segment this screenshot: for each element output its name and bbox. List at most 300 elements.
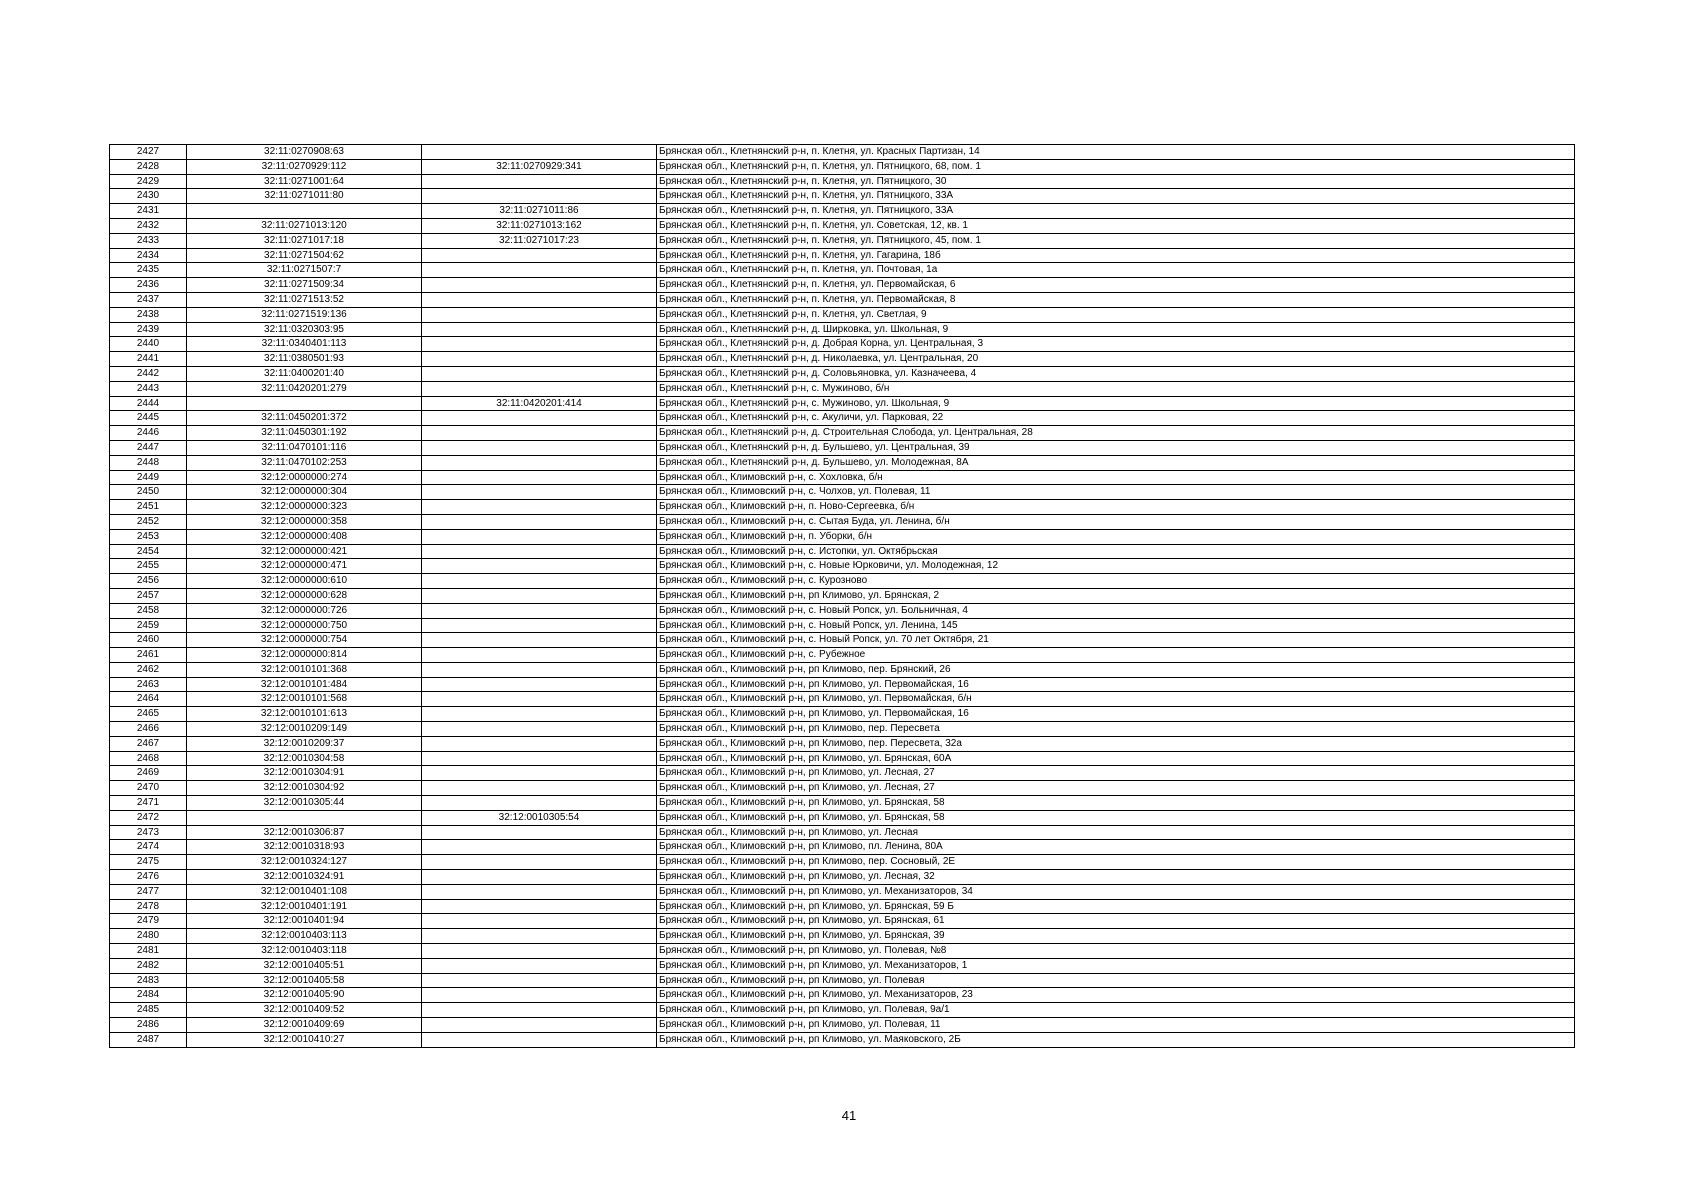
cadastral-number-cell: 32:11:0271001:64 xyxy=(187,174,422,189)
table-row xyxy=(110,159,1575,174)
row-number-cell: 2436 xyxy=(110,278,187,293)
address-cell: Брянская обл., Климовский р-н, с. Сытая Буда, ул. Ленина, б/н xyxy=(657,514,1575,529)
cadastral-number-cell: 32:12:0010304:58 xyxy=(187,751,422,766)
row-number-cell: 2431 xyxy=(110,204,187,219)
cadastral-number-cell: 32:12:0010401:108 xyxy=(187,884,422,899)
row-number-cell: 2455 xyxy=(110,559,187,574)
table-row xyxy=(110,278,1575,293)
table-row xyxy=(110,588,1575,603)
cadastral-number-cell: 32:12:0010209:37 xyxy=(187,736,422,751)
related-cadastral-number-cell xyxy=(422,914,657,929)
table-row xyxy=(110,692,1575,707)
address-cell: Брянская обл., Климовский р-н, рп Климово, ул. Первомайская, 16 xyxy=(657,707,1575,722)
related-cadastral-number-cell xyxy=(422,736,657,751)
row-number-cell: 2481 xyxy=(110,944,187,959)
row-number-cell: 2473 xyxy=(110,825,187,840)
table-row xyxy=(110,766,1575,781)
related-cadastral-number-cell xyxy=(422,692,657,707)
table-row xyxy=(110,662,1575,677)
row-number-cell: 2468 xyxy=(110,751,187,766)
row-number-cell: 2461 xyxy=(110,648,187,663)
related-cadastral-number-cell xyxy=(422,263,657,278)
table-row xyxy=(110,307,1575,322)
row-number-cell: 2432 xyxy=(110,218,187,233)
cadastral-number-cell: 32:11:0271504:62 xyxy=(187,248,422,263)
cadastral-number-cell: 32:11:0270929:112 xyxy=(187,159,422,174)
table-row xyxy=(110,648,1575,663)
related-cadastral-number-cell xyxy=(422,633,657,648)
row-number-cell: 2433 xyxy=(110,233,187,248)
address-cell: Брянская обл., Климовский р-н, рп Климово, ул. Брянская, 2 xyxy=(657,588,1575,603)
address-cell: Брянская обл., Клетнянский р-н, п. Клетня, ул. Пятницкого, 45, пом. 1 xyxy=(657,233,1575,248)
address-cell: Брянская обл., Климовский р-н, рп Климово, ул. Лесная xyxy=(657,825,1575,840)
row-number-cell: 2469 xyxy=(110,766,187,781)
table-row xyxy=(110,810,1575,825)
related-cadastral-number-cell xyxy=(422,500,657,515)
table-row xyxy=(110,781,1575,796)
cadastral-number-cell: 32:11:0340401:113 xyxy=(187,337,422,352)
related-cadastral-number-cell xyxy=(422,1032,657,1047)
related-cadastral-number-cell xyxy=(422,381,657,396)
row-number-cell: 2452 xyxy=(110,514,187,529)
related-cadastral-number-cell xyxy=(422,426,657,441)
row-number-cell: 2486 xyxy=(110,1018,187,1033)
related-cadastral-number-cell xyxy=(422,796,657,811)
cadastral-number-cell: 32:12:0000000:471 xyxy=(187,559,422,574)
cadastral-number-cell: 32:11:0271519:136 xyxy=(187,307,422,322)
address-cell: Брянская обл., Климовский р-н, рп Климово, пер. Сосновый, 2Е xyxy=(657,855,1575,870)
related-cadastral-number-cell xyxy=(422,322,657,337)
address-cell: Брянская обл., Клетнянский р-н, д. Строительная Слобода, ул. Центральная, 28 xyxy=(657,426,1575,441)
address-cell: Брянская обл., Климовский р-н, с. Новый Ропск, ул. Больничная, 4 xyxy=(657,603,1575,618)
related-cadastral-number-cell xyxy=(422,825,657,840)
cadastral-number-cell: 32:12:0000000:610 xyxy=(187,574,422,589)
address-cell: Брянская обл., Климовский р-н, с. Новые Юрковичи, ул. Молодежная, 12 xyxy=(657,559,1575,574)
address-cell: Брянская обл., Климовский р-н, рп Климово, ул. Брянская, 58 xyxy=(657,796,1575,811)
address-cell: Брянская обл., Клетнянский р-н, п. Клетня, ул. Пятницкого, 33А xyxy=(657,189,1575,204)
table-row xyxy=(110,426,1575,441)
address-cell: Брянская обл., Климовский р-н, рп Климово, ул. Механизаторов, 34 xyxy=(657,884,1575,899)
row-number-cell: 2462 xyxy=(110,662,187,677)
address-cell: Брянская обл., Климовский р-н, рп Климово, пер. Пересвета xyxy=(657,722,1575,737)
cadastral-number-cell xyxy=(187,810,422,825)
cadastral-number-cell: 32:12:0010324:127 xyxy=(187,855,422,870)
table-row xyxy=(110,233,1575,248)
address-cell: Брянская обл., Климовский р-н, рп Климово, ул. Лесная, 32 xyxy=(657,870,1575,885)
address-cell: Брянская обл., Климовский р-н, с. Хохловка, б/н xyxy=(657,470,1575,485)
table-row xyxy=(110,1018,1575,1033)
row-number-cell: 2442 xyxy=(110,366,187,381)
address-cell: Брянская обл., Климовский р-н, рп Климово, ул. Полевая, 9а/1 xyxy=(657,1003,1575,1018)
cadastral-number-cell: 32:12:0000000:754 xyxy=(187,633,422,648)
cadastral-number-cell: 32:11:0271507:7 xyxy=(187,263,422,278)
row-number-cell: 2456 xyxy=(110,574,187,589)
row-number-cell: 2480 xyxy=(110,929,187,944)
related-cadastral-number-cell: 32:11:0271017:23 xyxy=(422,233,657,248)
related-cadastral-number-cell xyxy=(422,840,657,855)
table-row xyxy=(110,470,1575,485)
cadastral-number-cell xyxy=(187,204,422,219)
address-cell: Брянская обл., Климовский р-н, рп Климово, ул. Первомайская, 16 xyxy=(657,677,1575,692)
row-number-cell: 2471 xyxy=(110,796,187,811)
row-number-cell: 2449 xyxy=(110,470,187,485)
related-cadastral-number-cell xyxy=(422,411,657,426)
row-number-cell: 2454 xyxy=(110,544,187,559)
cadastral-number-cell: 32:12:0010304:92 xyxy=(187,781,422,796)
address-cell: Брянская обл., Клетнянский р-н, п. Клетня, ул. Советская, 12, кв. 1 xyxy=(657,218,1575,233)
table-row xyxy=(110,870,1575,885)
table-row xyxy=(110,944,1575,959)
row-number-cell: 2479 xyxy=(110,914,187,929)
address-cell: Брянская обл., Климовский р-н, рп Климово, пер. Пересвета, 32а xyxy=(657,736,1575,751)
table-row xyxy=(110,204,1575,219)
table-row xyxy=(110,973,1575,988)
address-cell: Брянская обл., Климовский р-н, рп Климово, ул. Брянская, 60А xyxy=(657,751,1575,766)
related-cadastral-number-cell xyxy=(422,870,657,885)
related-cadastral-number-cell xyxy=(422,366,657,381)
cadastral-number-cell: 32:12:0010304:91 xyxy=(187,766,422,781)
cadastral-number-cell: 32:11:0470102:253 xyxy=(187,455,422,470)
cadastral-number-cell: 32:12:0010405:58 xyxy=(187,973,422,988)
related-cadastral-number-cell xyxy=(422,574,657,589)
table-row xyxy=(110,899,1575,914)
row-number-cell: 2476 xyxy=(110,870,187,885)
related-cadastral-number-cell xyxy=(422,145,657,160)
related-cadastral-number-cell xyxy=(422,174,657,189)
row-number-cell: 2464 xyxy=(110,692,187,707)
cadastral-number-cell: 32:11:0271013:120 xyxy=(187,218,422,233)
table-row xyxy=(110,544,1575,559)
related-cadastral-number-cell xyxy=(422,189,657,204)
address-cell: Брянская обл., Клетнянский р-н, д. Николаевка, ул. Центральная, 20 xyxy=(657,352,1575,367)
table-row xyxy=(110,707,1575,722)
address-cell: Брянская обл., Клетнянский р-н, п. Клетня, ул. Пятницкого, 33А xyxy=(657,204,1575,219)
related-cadastral-number-cell: 32:11:0271013:162 xyxy=(422,218,657,233)
cadastral-number-cell: 32:11:0450301:192 xyxy=(187,426,422,441)
related-cadastral-number-cell xyxy=(422,292,657,307)
row-number-cell: 2443 xyxy=(110,381,187,396)
row-number-cell: 2427 xyxy=(110,145,187,160)
address-cell: Брянская обл., Климовский р-н, рп Климово, ул. Маяковского, 2Б xyxy=(657,1032,1575,1047)
table-row xyxy=(110,840,1575,855)
row-number-cell: 2485 xyxy=(110,1003,187,1018)
address-cell: Брянская обл., Климовский р-н, рп Климово, ул. Первомайская, б/н xyxy=(657,692,1575,707)
table-row xyxy=(110,381,1575,396)
address-cell: Брянская обл., Климовский р-н, рп Климово, пер. Брянский, 26 xyxy=(657,662,1575,677)
row-number-cell: 2444 xyxy=(110,396,187,411)
table-row xyxy=(110,559,1575,574)
table-row xyxy=(110,855,1575,870)
cadastral-number-cell: 32:12:0000000:323 xyxy=(187,500,422,515)
related-cadastral-number-cell xyxy=(422,337,657,352)
address-cell: Брянская обл., Климовский р-н, рп Климово, пл. Ленина, 80А xyxy=(657,840,1575,855)
address-cell: Брянская обл., Клетнянский р-н, п. Клетня, ул. Первомайская, 8 xyxy=(657,292,1575,307)
cadastral-number-cell: 32:12:0010101:568 xyxy=(187,692,422,707)
cadastral-number-cell: 32:11:0271011:80 xyxy=(187,189,422,204)
address-cell: Брянская обл., Климовский р-н, рп Климово, ул. Брянская, 39 xyxy=(657,929,1575,944)
table-row xyxy=(110,825,1575,840)
table-row xyxy=(110,929,1575,944)
table-row xyxy=(110,1003,1575,1018)
related-cadastral-number-cell xyxy=(422,677,657,692)
address-cell: Брянская обл., Климовский р-н, рп Климово, ул. Брянская, 58 xyxy=(657,810,1575,825)
table-row xyxy=(110,189,1575,204)
cadastral-number-cell: 32:11:0400201:40 xyxy=(187,366,422,381)
related-cadastral-number-cell: 32:11:0271011:86 xyxy=(422,204,657,219)
cadastral-number-cell: 32:12:0000000:358 xyxy=(187,514,422,529)
cadastral-number-cell: 32:12:0000000:408 xyxy=(187,529,422,544)
address-cell: Брянская обл., Климовский р-н, с. Новый Ропск, ул. Ленина, 145 xyxy=(657,618,1575,633)
cadastral-number-cell: 32:12:0010324:91 xyxy=(187,870,422,885)
row-number-cell: 2440 xyxy=(110,337,187,352)
row-number-cell: 2470 xyxy=(110,781,187,796)
table-row xyxy=(110,514,1575,529)
table-row xyxy=(110,988,1575,1003)
table-row xyxy=(110,736,1575,751)
row-number-cell: 2459 xyxy=(110,618,187,633)
cadastral-number-cell: 32:12:0010403:113 xyxy=(187,929,422,944)
address-cell: Брянская обл., Климовский р-н, с. Истопки, ул. Октябрьская xyxy=(657,544,1575,559)
related-cadastral-number-cell xyxy=(422,544,657,559)
address-cell: Брянская обл., Клетнянский р-н, с. Мужиново, б/н xyxy=(657,381,1575,396)
related-cadastral-number-cell xyxy=(422,307,657,322)
row-number-cell: 2465 xyxy=(110,707,187,722)
cadastral-number-cell: 32:12:0000000:814 xyxy=(187,648,422,663)
row-number-cell: 2484 xyxy=(110,988,187,1003)
address-cell: Брянская обл., Климовский р-н, с. Рубежное xyxy=(657,648,1575,663)
table-row xyxy=(110,722,1575,737)
row-number-cell: 2446 xyxy=(110,426,187,441)
table-body xyxy=(110,145,1575,1048)
cadastral-number-cell: 32:11:0380501:93 xyxy=(187,352,422,367)
cadastral-number-cell: 32:12:0000000:274 xyxy=(187,470,422,485)
related-cadastral-number-cell xyxy=(422,603,657,618)
cadastral-number-cell: 32:12:0000000:628 xyxy=(187,588,422,603)
address-cell: Брянская обл., Климовский р-н, п. Ново-Сергеевка, б/н xyxy=(657,500,1575,515)
row-number-cell: 2437 xyxy=(110,292,187,307)
cadastral-number-cell: 32:11:0420201:279 xyxy=(187,381,422,396)
address-cell: Брянская обл., Клетнянский р-н, д. Добрая Корна, ул. Центральная, 3 xyxy=(657,337,1575,352)
row-number-cell: 2453 xyxy=(110,529,187,544)
row-number-cell: 2477 xyxy=(110,884,187,899)
row-number-cell: 2463 xyxy=(110,677,187,692)
row-number-cell: 2475 xyxy=(110,855,187,870)
table-row xyxy=(110,633,1575,648)
cadastral-number-cell: 32:12:0010101:368 xyxy=(187,662,422,677)
row-number-cell: 2466 xyxy=(110,722,187,737)
related-cadastral-number-cell xyxy=(422,352,657,367)
row-number-cell: 2474 xyxy=(110,840,187,855)
related-cadastral-number-cell xyxy=(422,470,657,485)
address-cell: Брянская обл., Клетнянский р-н, д. Бульшево, ул. Центральная, 39 xyxy=(657,440,1575,455)
address-cell: Брянская обл., Климовский р-н, рп Климово, ул. Полевая xyxy=(657,973,1575,988)
address-cell: Брянская обл., Клетнянский р-н, п. Клетня, ул. Пятницкого, 30 xyxy=(657,174,1575,189)
cadastral-number-cell: 32:11:0470101:116 xyxy=(187,440,422,455)
address-cell: Брянская обл., Климовский р-н, рп Климово, ул. Брянская, 59 Б xyxy=(657,899,1575,914)
related-cadastral-number-cell xyxy=(422,485,657,500)
cadastral-number-cell: 32:12:0010403:118 xyxy=(187,944,422,959)
related-cadastral-number-cell xyxy=(422,588,657,603)
table-row xyxy=(110,796,1575,811)
related-cadastral-number-cell xyxy=(422,618,657,633)
row-number-cell: 2429 xyxy=(110,174,187,189)
cadastral-number-cell: 32:12:0000000:304 xyxy=(187,485,422,500)
related-cadastral-number-cell xyxy=(422,751,657,766)
page-number: 41 xyxy=(841,1108,857,1123)
address-cell: Брянская обл., Климовский р-н, рп Климово, ул. Полевая, 11 xyxy=(657,1018,1575,1033)
related-cadastral-number-cell xyxy=(422,899,657,914)
related-cadastral-number-cell xyxy=(422,455,657,470)
cadastral-number-cell: 32:12:0010409:52 xyxy=(187,1003,422,1018)
cadastral-number-cell: 32:12:0000000:750 xyxy=(187,618,422,633)
row-number-cell: 2435 xyxy=(110,263,187,278)
address-cell: Брянская обл., Клетнянский р-н, д. Ширковка, ул. Школьная, 9 xyxy=(657,322,1575,337)
cadastral-number-cell: 32:12:0010405:90 xyxy=(187,988,422,1003)
row-number-cell: 2428 xyxy=(110,159,187,174)
row-number-cell: 2472 xyxy=(110,810,187,825)
table-row xyxy=(110,263,1575,278)
row-number-cell: 2448 xyxy=(110,455,187,470)
related-cadastral-number-cell xyxy=(422,766,657,781)
table-row xyxy=(110,529,1575,544)
related-cadastral-number-cell xyxy=(422,781,657,796)
address-cell: Брянская обл., Климовский р-н, рп Климово, ул. Лесная, 27 xyxy=(657,766,1575,781)
table-row xyxy=(110,485,1575,500)
address-cell: Брянская обл., Клетнянский р-н, п. Клетня, ул. Светлая, 9 xyxy=(657,307,1575,322)
cadastral-number-cell xyxy=(187,396,422,411)
address-cell: Брянская обл., Клетнянский р-н, п. Клетня, ул. Почтовая, 1а xyxy=(657,263,1575,278)
address-cell: Брянская обл., Клетнянский р-н, с. Акуличи, ул. Парковая, 22 xyxy=(657,411,1575,426)
table-row xyxy=(110,337,1575,352)
related-cadastral-number-cell xyxy=(422,988,657,1003)
address-cell: Брянская обл., Клетнянский р-н, п. Клетня, ул. Пятницкого, 68, пом. 1 xyxy=(657,159,1575,174)
table-row xyxy=(110,174,1575,189)
row-number-cell: 2457 xyxy=(110,588,187,603)
cadastral-number-cell: 32:12:0010405:51 xyxy=(187,958,422,973)
related-cadastral-number-cell xyxy=(422,278,657,293)
row-number-cell: 2447 xyxy=(110,440,187,455)
related-cadastral-number-cell xyxy=(422,722,657,737)
address-cell: Брянская обл., Клетнянский р-н, п. Клетня, ул. Первомайская, 6 xyxy=(657,278,1575,293)
cadastral-number-cell: 32:12:0010209:149 xyxy=(187,722,422,737)
related-cadastral-number-cell xyxy=(422,884,657,899)
cadastral-number-cell: 32:12:0010101:484 xyxy=(187,677,422,692)
row-number-cell: 2439 xyxy=(110,322,187,337)
cadastral-number-cell: 32:11:0271017:18 xyxy=(187,233,422,248)
table-row xyxy=(110,914,1575,929)
cadastral-number-cell: 32:12:0010318:93 xyxy=(187,840,422,855)
row-number-cell: 2458 xyxy=(110,603,187,618)
cadastral-number-cell: 32:12:0010401:94 xyxy=(187,914,422,929)
row-number-cell: 2430 xyxy=(110,189,187,204)
table-row xyxy=(110,411,1575,426)
table-row xyxy=(110,884,1575,899)
cadastral-number-cell: 32:11:0271513:52 xyxy=(187,292,422,307)
table-row xyxy=(110,1032,1575,1047)
table-row xyxy=(110,677,1575,692)
related-cadastral-number-cell xyxy=(422,855,657,870)
table-row xyxy=(110,751,1575,766)
table-row xyxy=(110,396,1575,411)
address-cell: Брянская обл., Климовский р-н, п. Уборки, б/н xyxy=(657,529,1575,544)
table-row xyxy=(110,218,1575,233)
row-number-cell: 2450 xyxy=(110,485,187,500)
related-cadastral-number-cell xyxy=(422,559,657,574)
related-cadastral-number-cell xyxy=(422,648,657,663)
cadastral-number-cell: 32:12:0010305:44 xyxy=(187,796,422,811)
address-cell: Брянская обл., Клетнянский р-н, п. Клетня, ул. Красных Партизан, 14 xyxy=(657,145,1575,160)
address-cell: Брянская обл., Климовский р-н, с. Чолхов, ул. Полевая, 11 xyxy=(657,485,1575,500)
cadastral-number-cell: 32:11:0450201:372 xyxy=(187,411,422,426)
table-row xyxy=(110,455,1575,470)
address-cell: Брянская обл., Климовский р-н, рп Климово, ул. Брянская, 61 xyxy=(657,914,1575,929)
related-cadastral-number-cell xyxy=(422,973,657,988)
address-cell: Брянская обл., Клетнянский р-н, д. Бульшево, ул. Молодежная, 8А xyxy=(657,455,1575,470)
table-row xyxy=(110,366,1575,381)
related-cadastral-number-cell xyxy=(422,1003,657,1018)
address-cell: Брянская обл., Клетнянский р-н, п. Клетня, ул. Гагарина, 18б xyxy=(657,248,1575,263)
address-cell: Брянская обл., Климовский р-н, рп Климово, ул. Механизаторов, 23 xyxy=(657,988,1575,1003)
row-number-cell: 2467 xyxy=(110,736,187,751)
row-number-cell: 2451 xyxy=(110,500,187,515)
table-row xyxy=(110,145,1575,160)
related-cadastral-number-cell xyxy=(422,662,657,677)
related-cadastral-number-cell xyxy=(422,929,657,944)
row-number-cell: 2482 xyxy=(110,958,187,973)
cadastre-table xyxy=(109,144,1575,1048)
table-row xyxy=(110,248,1575,263)
table-row xyxy=(110,574,1575,589)
cadastral-number-cell: 32:12:0010306:87 xyxy=(187,825,422,840)
row-number-cell: 2441 xyxy=(110,352,187,367)
row-number-cell: 2487 xyxy=(110,1032,187,1047)
row-number-cell: 2445 xyxy=(110,411,187,426)
related-cadastral-number-cell xyxy=(422,514,657,529)
address-cell: Брянская обл., Клетнянский р-н, д. Соловьяновка, ул. Казначеева, 4 xyxy=(657,366,1575,381)
address-cell: Брянская обл., Климовский р-н, с. Курозново xyxy=(657,574,1575,589)
table-row xyxy=(110,322,1575,337)
cadastral-number-cell: 32:12:0010410:27 xyxy=(187,1032,422,1047)
related-cadastral-number-cell xyxy=(422,248,657,263)
table-row xyxy=(110,603,1575,618)
cadastral-number-cell: 32:11:0271509:34 xyxy=(187,278,422,293)
table-row xyxy=(110,440,1575,455)
row-number-cell: 2483 xyxy=(110,973,187,988)
related-cadastral-number-cell xyxy=(422,944,657,959)
row-number-cell: 2478 xyxy=(110,899,187,914)
address-cell: Брянская обл., Климовский р-н, с. Новый Ропск, ул. 70 лет Октября, 21 xyxy=(657,633,1575,648)
related-cadastral-number-cell: 32:11:0420201:414 xyxy=(422,396,657,411)
table-row xyxy=(110,292,1575,307)
related-cadastral-number-cell xyxy=(422,707,657,722)
related-cadastral-number-cell xyxy=(422,958,657,973)
related-cadastral-number-cell xyxy=(422,529,657,544)
table-row xyxy=(110,958,1575,973)
row-number-cell: 2438 xyxy=(110,307,187,322)
cadastral-number-cell: 32:12:0000000:421 xyxy=(187,544,422,559)
row-number-cell: 2460 xyxy=(110,633,187,648)
related-cadastral-number-cell xyxy=(422,440,657,455)
cadastral-number-cell: 32:11:0320303:95 xyxy=(187,322,422,337)
address-cell: Брянская обл., Климовский р-н, рп Климово, ул. Механизаторов, 1 xyxy=(657,958,1575,973)
related-cadastral-number-cell xyxy=(422,1018,657,1033)
cadastral-number-cell: 32:12:0010401:191 xyxy=(187,899,422,914)
related-cadastral-number-cell: 32:11:0270929:341 xyxy=(422,159,657,174)
address-cell: Брянская обл., Климовский р-н, рп Климово, ул. Полевая, №8 xyxy=(657,944,1575,959)
table-row xyxy=(110,500,1575,515)
cadastral-number-cell: 32:12:0000000:726 xyxy=(187,603,422,618)
related-cadastral-number-cell: 32:12:0010305:54 xyxy=(422,810,657,825)
